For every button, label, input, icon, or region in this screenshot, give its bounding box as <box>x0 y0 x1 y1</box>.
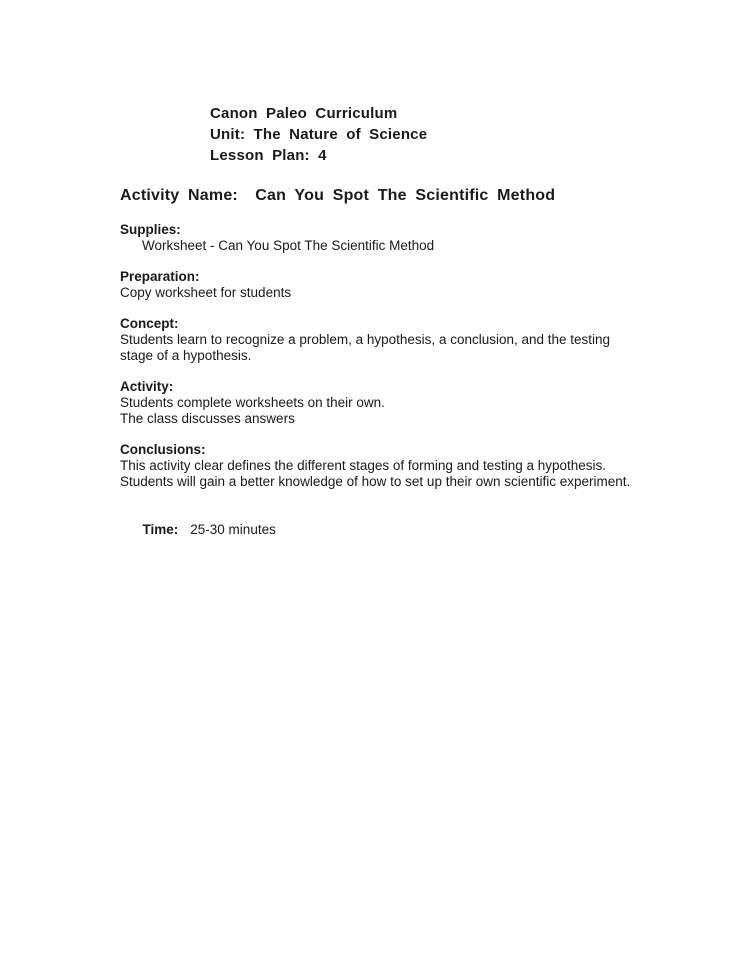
document-header <box>210 103 749 166</box>
section-line: The class discusses answers <box>120 411 295 426</box>
section-line: Students learn to recognize a problem, a hypothesis, a conclusion, and the testing <box>120 332 611 347</box>
section-line: Copy worksheet for students <box>120 285 292 300</box>
activity-name-heading: Activity Name: Can You Spot The Scientific Method <box>120 187 556 204</box>
document-body <box>120 222 659 554</box>
section-supplies <box>120 222 659 254</box>
header-unit-title: Unit: The Nature of Science <box>210 126 428 143</box>
header-curriculum-title: Canon Paleo Curriculum <box>210 105 398 122</box>
section-line: Students will gain a better knowledge of how to set up their own scientific experiment. <box>120 474 631 489</box>
section-line: This activity clear defines the different stages of forming and testing a hypothesis. <box>120 458 607 473</box>
section-heading: Concept: <box>120 316 179 331</box>
section-concept <box>120 316 659 364</box>
section-line: Students complete worksheets on their own. <box>120 395 385 410</box>
section-line: Worksheet - Can You Spot The Scientific Method <box>142 238 435 253</box>
header-lesson-plan-number: Lesson Plan: 4 <box>210 147 327 164</box>
time-row <box>120 506 659 554</box>
section-heading: Conclusions: <box>120 442 206 457</box>
section-conclusions <box>120 442 659 490</box>
section-heading: Activity: <box>120 379 174 394</box>
section-heading: Supplies: <box>120 222 181 237</box>
section-heading: Preparation: <box>120 269 200 284</box>
section-activity <box>120 379 659 427</box>
section-line: stage of a hypothesis. <box>120 348 252 363</box>
time-value: 25-30 minutes <box>190 522 276 537</box>
time-label: Time: <box>142 522 179 537</box>
section-preparation <box>120 269 659 301</box>
